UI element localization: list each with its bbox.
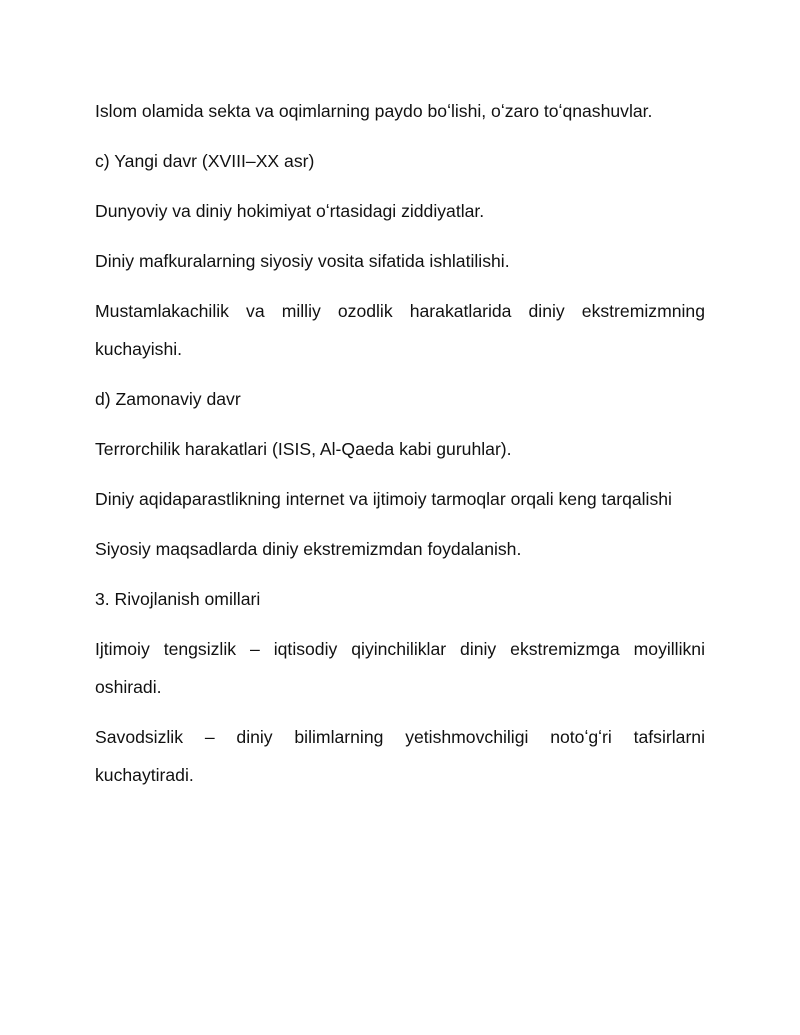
paragraph-11: Ijtimoiy tengsizlik – iqtisodiy qiyinchiliklar diniy ekstremizmga moyillikni oshiradi.	[95, 639, 705, 697]
paragraph-12: Savodsizlik – diniy bilimlarning yetishmovchiligi notoʻgʻri tafsirlarni kuchaytiradi.	[95, 727, 705, 785]
paragraph-3: Dunyoviy va diniy hokimiyat oʻrtasidagi ziddiyatlar.	[95, 201, 485, 221]
paragraph-8: Diniy aqidaparastlikning internet va ijtimoiy tarmoqlar orqali keng tarqalishi	[95, 489, 672, 509]
section-heading-zamonaviy-davr: d) Zamonaviy davr	[95, 389, 241, 409]
document-body	[95, 92, 705, 806]
section-heading-yangi-davr: c) Yangi davr (XVIII–XX asr)	[95, 151, 315, 171]
paragraph-4: Diniy mafkuralarning siyosiy vosita sifatida ishlatilishi.	[95, 251, 510, 271]
section-heading-rivojlanish-omillari: 3. Rivojlanish omillari	[95, 589, 261, 609]
paragraph-5: Mustamlakachilik va milliy ozodlik harakatlarida diniy ekstremizmning kuchayishi.	[95, 301, 705, 359]
paragraph-1: Islom olamida sekta va oqimlarning paydo boʻlishi, oʻzaro toʻqnashuvlar.	[95, 101, 653, 121]
paragraph-7: Terrorchilik harakatlari (ISIS, Al-Qaeda kabi guruhlar).	[95, 439, 512, 459]
paragraph-9: Siyosiy maqsadlarda diniy ekstremizmdan foydalanish.	[95, 539, 522, 559]
